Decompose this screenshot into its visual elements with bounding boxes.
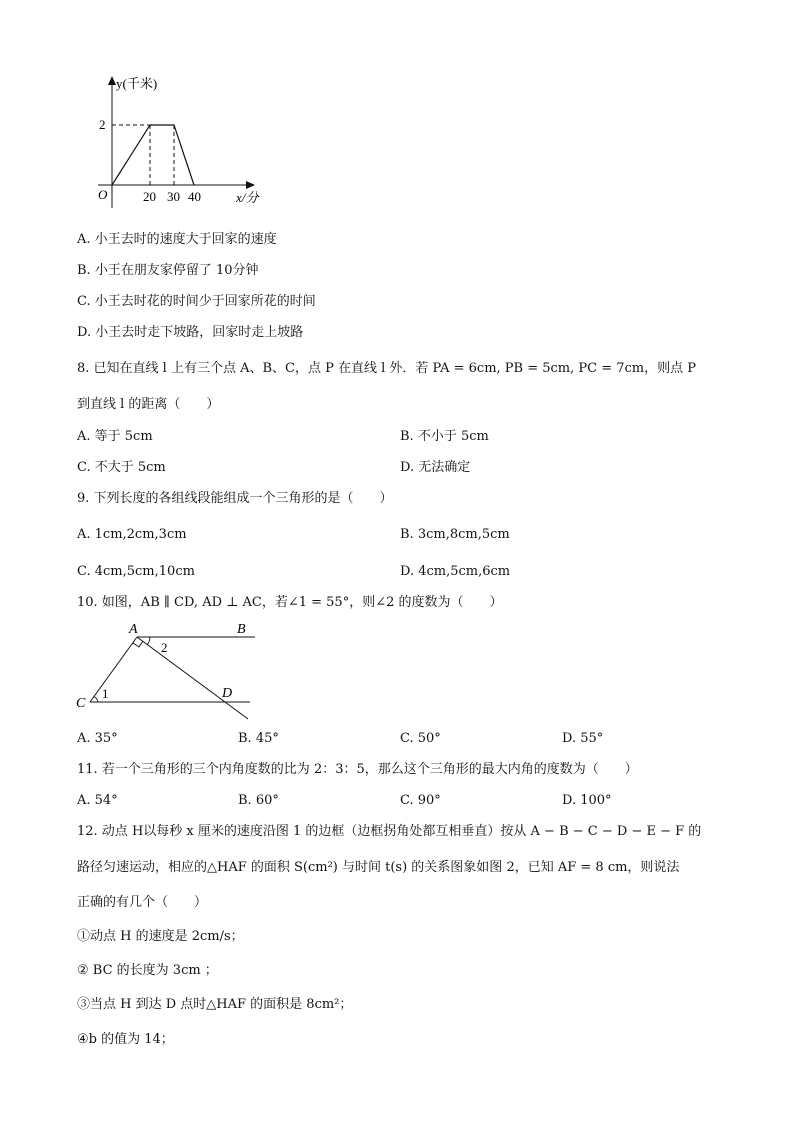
q10-stem: 10. 如图，AB ∥ CD, AD ⊥ AC，若∠1 = 55°，则∠2 的度数为（ ） xyxy=(77,595,503,610)
angle-2-label: 2 xyxy=(161,640,168,655)
y-tick-2: 2 xyxy=(99,117,106,132)
parallel-lines-figure xyxy=(70,615,270,720)
line-ad-extended xyxy=(137,637,248,719)
q11-option-b: B. 60° xyxy=(238,793,279,808)
q12-stem-line3: 正确的有几个（ ） xyxy=(77,895,208,910)
distance-time-graph xyxy=(90,70,280,215)
q12-statement-3: ③当点 H 到达 D 点时△HAF 的面积是 8cm²； xyxy=(77,997,353,1012)
q8-option-b: B. 不小于 5cm xyxy=(400,429,489,444)
q7-option-a: A. 小王去时的速度大于回家的速度 xyxy=(77,232,277,247)
q12-statement-4: ④b 的值为 14； xyxy=(77,1032,174,1047)
y-axis-label: y(千米) xyxy=(116,76,158,91)
q11-option-c: C. 90° xyxy=(400,793,441,808)
q8-stem-line2: 到直线 l 的距离（ ） xyxy=(77,397,220,412)
journey-line xyxy=(112,125,194,185)
segment-ac xyxy=(90,637,137,702)
point-c-label: C xyxy=(76,696,86,711)
q11-stem: 11. 若一个三角形的三个内角度数的比为 2：3：5，那么这个三角形的最大内角的度数为（ ） xyxy=(77,762,638,777)
angle-1-arc xyxy=(94,697,98,703)
q11-option-a: A. 54° xyxy=(77,793,118,808)
q7-option-b: B. 小王在朋友家停留了 10分钟 xyxy=(77,263,259,278)
y-axis-arrow xyxy=(108,76,116,85)
q7-option-c: C. 小王去时花的时间少于回家所花的时间 xyxy=(77,294,316,309)
q12-stem-line2: 路径匀速运动，相应的△HAF 的面积 S(cm²) 与时间 t(s) 的关系图象如图 2，已知 AF = 8 cm，则说法 xyxy=(77,860,680,875)
q9-stem: 9. 下列长度的各组线段能组成一个三角形的是（ ） xyxy=(77,491,393,506)
q9-option-d: D. 4cm,5cm,6cm xyxy=(400,564,511,579)
q9-option-a: A. 1cm,2cm,3cm xyxy=(77,527,187,542)
q12-statement-2: ② BC 的长度为 3cm ； xyxy=(77,963,218,978)
angle-2-arc xyxy=(148,637,151,645)
x-tick-40: 40 xyxy=(188,189,201,204)
right-angle-mark xyxy=(133,641,143,647)
point-b-label: B xyxy=(237,622,246,637)
q9-option-b: B. 3cm,8cm,5cm xyxy=(400,527,510,542)
x-tick-30: 30 xyxy=(167,189,180,204)
q7-option-d: D. 小王去时走下坡路，回家时走上坡路 xyxy=(77,325,304,340)
q12-stem-line1: 12. 动点 H以每秒 x 厘米的速度沿图 1 的边框（边框拐角处都互相垂直）按从 A − B − C − D − E − F 的 xyxy=(77,824,702,839)
q10-option-a: A. 35° xyxy=(77,731,118,746)
x-tick-20: 20 xyxy=(143,189,156,204)
q8-option-d: D. 无法确定 xyxy=(400,460,471,475)
q11-option-d: D. 100° xyxy=(562,793,612,808)
point-d-label: D xyxy=(222,686,233,701)
q12-statement-1: ①动点 H 的速度是 2cm/s； xyxy=(77,929,244,944)
q8-stem-line1: 8. 已知在直线 l 上有三个点 A、B、C，点 P 在直线 l 外．若 PA = 6cm, PB = 5cm, PC = 7cm，则点 P xyxy=(77,361,696,376)
angle-1-label: 1 xyxy=(102,686,109,701)
x-axis-arrow xyxy=(246,181,255,189)
q10-option-b: B. 45° xyxy=(238,731,279,746)
q10-option-c: C. 50° xyxy=(400,731,441,746)
x-axis-label: x/分 xyxy=(236,190,259,205)
q10-option-d: D. 55° xyxy=(562,731,604,746)
origin-label: O xyxy=(98,187,108,202)
q9-option-c: C. 4cm,5cm,10cm xyxy=(77,564,195,579)
point-a-label: A xyxy=(129,622,138,637)
q8-option-a: A. 等于 5cm xyxy=(77,429,153,444)
q8-option-c: C. 不大于 5cm xyxy=(77,460,166,475)
